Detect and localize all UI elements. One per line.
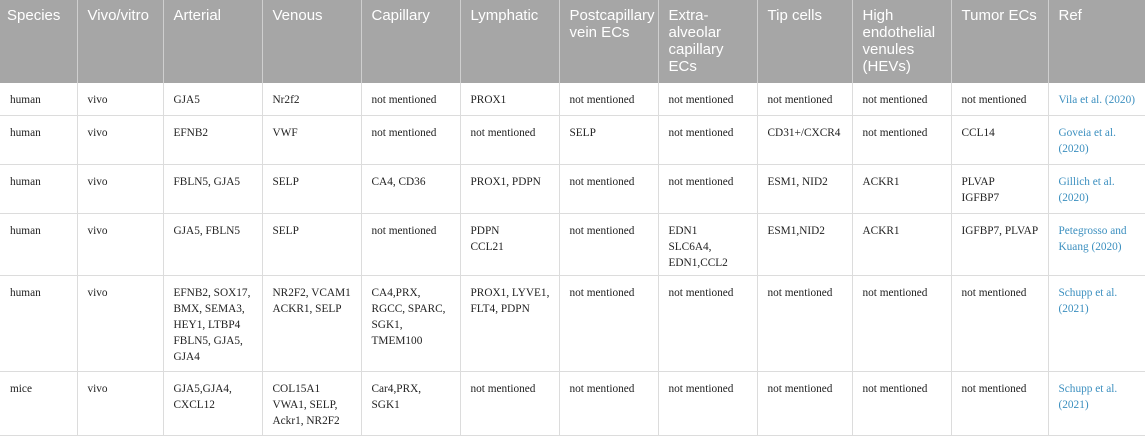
header-extra-alveolar-capillary-ecs: Extra- alveolar capillary ECs [658, 0, 757, 83]
cell-venous: Nr2f2 [262, 83, 361, 115]
cell-capillary: not mentioned [361, 115, 460, 164]
cell-hevs: ACKR1 [852, 213, 951, 275]
cell-extra-alveolar: EDN1 SLC6A4, EDN1,CCL2 [658, 213, 757, 275]
cell-extra-alveolar: not mentioned [658, 275, 757, 371]
ref-link[interactable]: Vila et al. (2020) [1048, 83, 1145, 115]
ref-link[interactable]: Petegrosso and Kuang (2020) [1048, 213, 1145, 275]
cell-postcapillary: not mentioned [559, 83, 658, 115]
cell-capillary: Car4,PRX, SGK1 [361, 371, 460, 435]
header-postcapillary-vein-ecs: Postcapillary vein ECs [559, 0, 658, 83]
cell-lymphatic: not mentioned [460, 371, 559, 435]
cell-venous: NR2F2, VCAM1 ACKR1, SELP [262, 275, 361, 371]
table-row [0, 115, 1145, 164]
header-hevs: High endothelial venules (HEVs) [852, 0, 951, 83]
table-row [0, 83, 1145, 115]
cell-capillary: not mentioned [361, 213, 460, 275]
table-row [0, 213, 1145, 275]
table-row [0, 275, 1145, 371]
cell-extra-alveolar: not mentioned [658, 83, 757, 115]
cell-tumor-ecs: not mentioned [951, 275, 1048, 371]
cell-extra-alveolar: not mentioned [658, 115, 757, 164]
cell-capillary: not mentioned [361, 83, 460, 115]
cell-hevs: not mentioned [852, 83, 951, 115]
cell-hevs: not mentioned [852, 115, 951, 164]
cell-vivo-vitro: vivo [77, 371, 163, 435]
cell-tumor-ecs: not mentioned [951, 371, 1048, 435]
cell-hevs: not mentioned [852, 371, 951, 435]
cell-species: human [0, 213, 77, 275]
cell-vivo-vitro: vivo [77, 275, 163, 371]
cell-tumor-ecs: PLVAP IGFBP7 [951, 164, 1048, 213]
cell-postcapillary: not mentioned [559, 213, 658, 275]
header-arterial: Arterial [163, 0, 262, 83]
cell-postcapillary: not mentioned [559, 371, 658, 435]
cell-tip-cells: not mentioned [757, 275, 852, 371]
cell-arterial: GJA5,GJA4, CXCL12 [163, 371, 262, 435]
ref-link[interactable]: Goveia et al. (2020) [1048, 115, 1145, 164]
header-venous: Venous [262, 0, 361, 83]
table-row [0, 371, 1145, 435]
table-body [0, 83, 1145, 435]
cell-tip-cells: ESM1, NID2 [757, 164, 852, 213]
cell-capillary: CA4, CD36 [361, 164, 460, 213]
cell-extra-alveolar: not mentioned [658, 164, 757, 213]
cell-lymphatic: PROX1, LYVE1, FLT4, PDPN [460, 275, 559, 371]
cell-capillary: CA4,PRX, RGCC, SPARC, SGK1, TMEM100 [361, 275, 460, 371]
header-capillary: Capillary [361, 0, 460, 83]
cell-arterial: GJA5 [163, 83, 262, 115]
cell-species: mice [0, 371, 77, 435]
cell-lymphatic: PDPN CCL21 [460, 213, 559, 275]
cell-lymphatic: not mentioned [460, 115, 559, 164]
cell-tumor-ecs: IGFBP7, PLVAP [951, 213, 1048, 275]
cell-postcapillary: SELP [559, 115, 658, 164]
cell-arterial: GJA5, FBLN5 [163, 213, 262, 275]
cell-lymphatic: PROX1, PDPN [460, 164, 559, 213]
cell-venous: SELP [262, 164, 361, 213]
cell-species: human [0, 115, 77, 164]
table-row [0, 164, 1145, 213]
cell-hevs: ACKR1 [852, 164, 951, 213]
cell-arterial: EFNB2, SOX17, BMX, SEMA3, HEY1, LTBP4 FBLN5, GJA5, GJA4 [163, 275, 262, 371]
cell-tip-cells: CD31+/CXCR4 [757, 115, 852, 164]
cell-vivo-vitro: vivo [77, 213, 163, 275]
header-row [0, 0, 1145, 83]
cell-lymphatic: PROX1 [460, 83, 559, 115]
cell-species: human [0, 164, 77, 213]
cell-vivo-vitro: vivo [77, 164, 163, 213]
cell-tip-cells: not mentioned [757, 83, 852, 115]
header-tip-cells: Tip cells [757, 0, 852, 83]
cell-venous: VWF [262, 115, 361, 164]
cell-venous: COL15A1 VWA1, SELP, Ackr1, NR2F2 [262, 371, 361, 435]
cell-extra-alveolar: not mentioned [658, 371, 757, 435]
cell-postcapillary: not mentioned [559, 275, 658, 371]
cell-hevs: not mentioned [852, 275, 951, 371]
header-tumor-ecs: Tumor ECs [951, 0, 1048, 83]
header-species: Species [0, 0, 77, 83]
cell-arterial: EFNB2 [163, 115, 262, 164]
ref-link[interactable]: Schupp et al. (2021) [1048, 371, 1145, 435]
header-lymphatic: Lymphatic [460, 0, 559, 83]
cell-species: human [0, 275, 77, 371]
table-header [0, 0, 1145, 83]
ref-link[interactable]: Schupp et al. (2021) [1048, 275, 1145, 371]
cell-postcapillary: not mentioned [559, 164, 658, 213]
cell-tumor-ecs: not mentioned [951, 83, 1048, 115]
cell-arterial: FBLN5, GJA5 [163, 164, 262, 213]
cell-vivo-vitro: vivo [77, 83, 163, 115]
cell-tumor-ecs: CCL14 [951, 115, 1048, 164]
cell-tip-cells: not mentioned [757, 371, 852, 435]
cell-tip-cells: ESM1,NID2 [757, 213, 852, 275]
cell-venous: SELP [262, 213, 361, 275]
cell-species: human [0, 83, 77, 115]
header-ref: Ref [1048, 0, 1145, 83]
ref-link[interactable]: Gillich et al. (2020) [1048, 164, 1145, 213]
cell-vivo-vitro: vivo [77, 115, 163, 164]
header-vivo-vitro: Vivo/vitro [77, 0, 163, 83]
